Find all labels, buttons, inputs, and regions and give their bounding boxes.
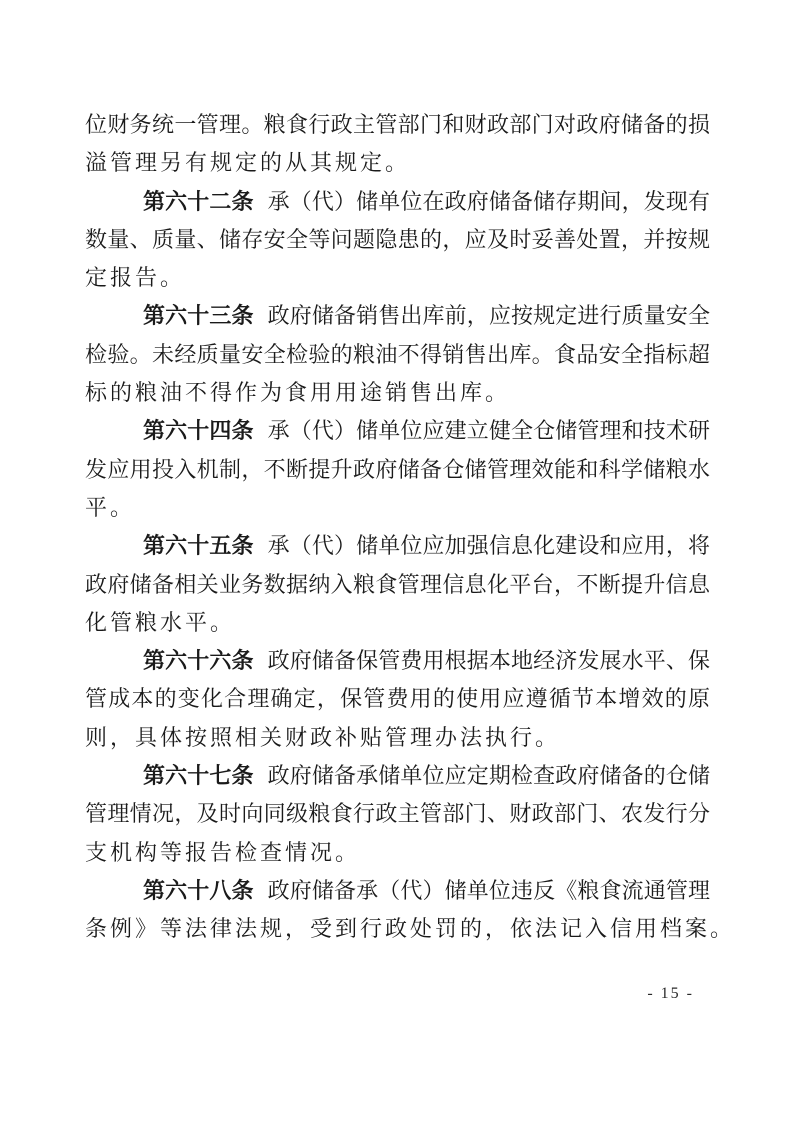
page-number: - 15 -: [647, 985, 694, 1002]
line-text: 检验。未经质量安全检验的粮油不得销售出库。食品安全指标超: [85, 341, 710, 367]
line-text: 政府储备销售出库前，应按规定进行质量安全: [267, 303, 710, 329]
line-text: 承（代）储单位应加强信息化建设和应用，将: [267, 533, 710, 559]
line-text: 数量、质量、储存安全等问题隐患的，应及时妥善处置，并按规: [85, 226, 710, 252]
text-line: [85, 910, 736, 948]
article-number: 第六十六条: [143, 648, 254, 674]
text-line: [85, 642, 710, 680]
text-line: [85, 374, 710, 412]
text-line: [85, 221, 710, 259]
line-text: 管成本的变化合理确定，保管费用的使用应遵循节本增效的原: [85, 686, 710, 712]
article-number: 第六十四条: [143, 418, 254, 444]
text-line: [85, 451, 710, 489]
line-text: 平。: [85, 494, 136, 520]
line-text: 承（代）储单位应建立健全仓储管理和技术研: [267, 418, 710, 444]
text-line: [85, 566, 710, 604]
text-line: [85, 757, 710, 795]
text-line: [85, 795, 710, 833]
article-number: 第六十八条: [143, 877, 254, 903]
line-text: 溢管理另有规定的从其规定。: [85, 150, 411, 176]
text-line: [85, 259, 710, 297]
text-line: [85, 106, 710, 144]
text-line: [85, 604, 710, 642]
text-line: [85, 527, 710, 565]
article-number: 第六十三条: [143, 303, 254, 329]
text-line: [85, 297, 710, 335]
line-text: 政府储备承（代）储单位违反《粮食流通管理: [267, 877, 710, 903]
line-text: 政府储备保管费用根据本地经济发展水平、保: [267, 648, 710, 674]
text-line: [85, 183, 710, 221]
text-line: [85, 719, 710, 757]
document-body: [85, 106, 736, 949]
article-number: 第六十二条: [143, 188, 254, 214]
line-text: 发应用投入机制，不断提升政府储备仓储管理效能和科学储粮水: [85, 456, 710, 482]
text-line: [85, 336, 710, 374]
line-text: 化管粮水平。: [85, 609, 236, 635]
line-text: 政府储备承储单位应定期检查政府储备的仓储: [267, 763, 710, 789]
line-text: 位财务统一管理。粮食行政主管部门和财政部门对政府储备的损: [85, 112, 710, 137]
line-text: 承（代）储单位在政府储备储存期间，发现有: [267, 188, 710, 214]
text-line: [85, 144, 710, 182]
line-text: 定报告。: [85, 265, 186, 291]
text-line: [85, 412, 710, 450]
line-text: 支机构等报告检查情况。: [85, 839, 361, 865]
text-line: [85, 834, 710, 872]
text-line: [85, 872, 710, 910]
text-line: [85, 680, 710, 718]
line-text: 条例》等法律法规，受到行政处罚的，依法记入信用档案。: [85, 916, 736, 942]
text-line: [85, 489, 710, 527]
line-text: 政府储备相关业务数据纳入粮食管理信息化平台，不断提升信息: [85, 571, 710, 597]
line-text: 管理情况，及时向同级粮食行政主管部门、财政部门、农发行分: [85, 801, 710, 827]
article-number: 第六十五条: [143, 533, 254, 559]
line-text: 则，具体按照相关财政补贴管理办法执行。: [85, 724, 561, 750]
article-number: 第六十七条: [143, 763, 254, 789]
line-text: 标的粮油不得作为食用用途销售出库。: [85, 380, 511, 406]
